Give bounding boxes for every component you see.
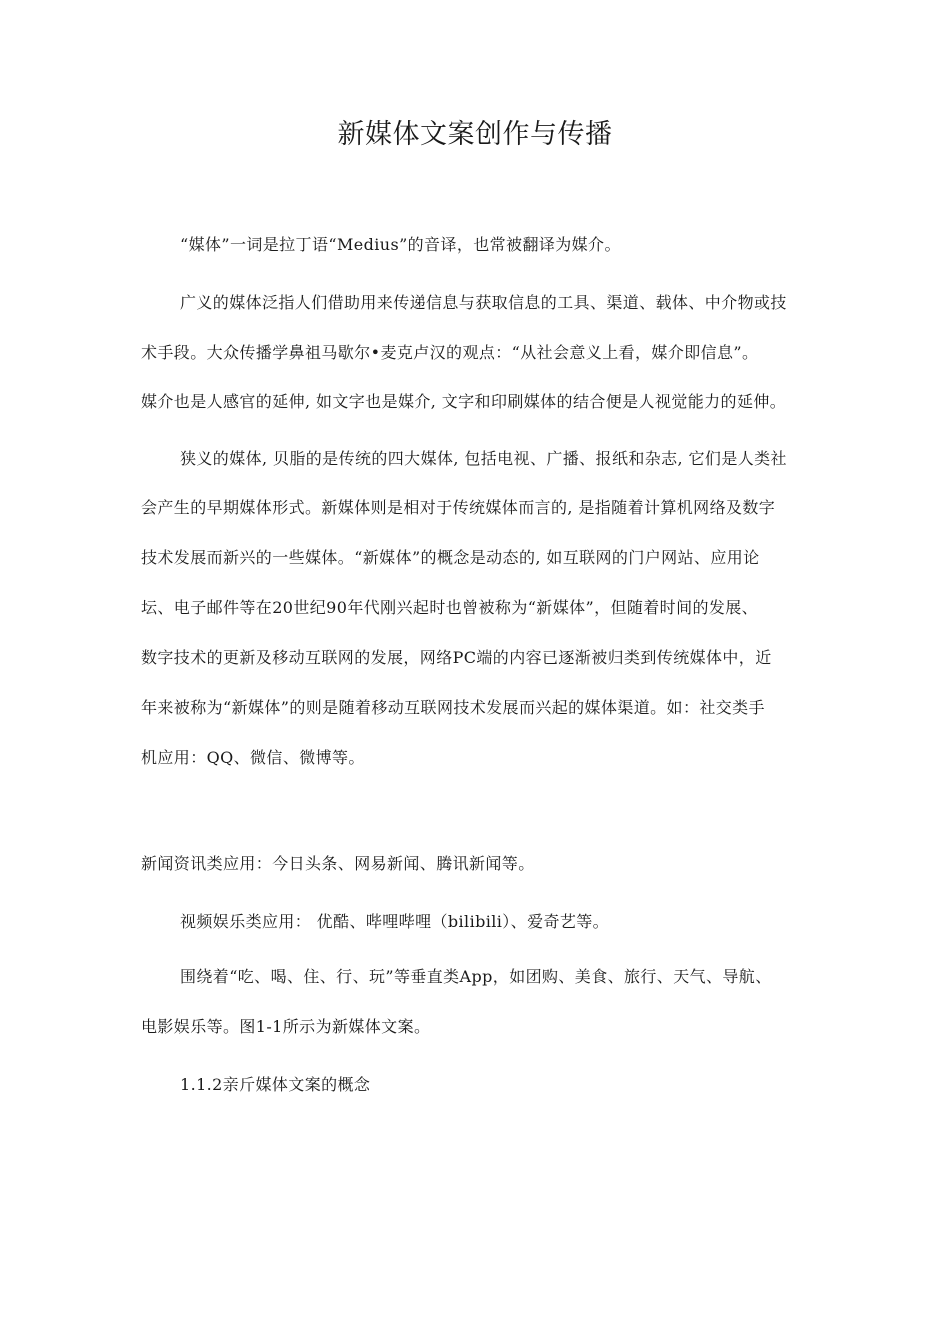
paragraph-vertical-apps-line-2: 电影娱乐等。图1-1所示为新媒体文案。 xyxy=(141,1017,431,1036)
paragraph-broad-media-line-2: 术手段。大众传播学鼻祖马歇尔•麦克卢汉的观点：“从社会意义上看，媒介即信息”。 xyxy=(141,343,759,362)
paragraph-broad-media-line-3: 媒介也是人感官的延伸, 如文字也是媒介, 文字和印刷媒体的结合便是人视觉能力的延伸。 xyxy=(141,392,787,411)
section-heading: 1.1.2亲斤媒体文案的概念 xyxy=(180,1075,371,1094)
paragraph-narrow-media-line-4: 坛、电子邮件等在20世纪90年代刚兴起时也曾被称为“新媒体”，但随着时间的发展、 xyxy=(141,598,759,617)
paragraph-narrow-media-line-5: 数字技术的更新及移动互联网的发展，网络PC端的内容已逐渐被归类到传统媒体中，近 xyxy=(141,648,772,667)
paragraph-narrow-media-line-7: 机应用：QQ、微信、微博等。 xyxy=(141,748,365,767)
paragraph-narrow-media-line-6: 年来被称为“新媒体”的则是随着移动互联网技术发展而兴起的媒体渠道。如：社交类手 xyxy=(141,698,765,717)
paragraph-narrow-media-line-1: 狭义的媒体, 贝脂的是传统的四大媒体, 包括电视、广播、报纸和杂志, 它们是人类社 xyxy=(180,449,787,468)
paragraph-vertical-apps-line-1: 围绕着“吃、喝、住、行、玩”等垂直类App，如团购、美食、旅行、天气、导航、 xyxy=(180,967,772,986)
paragraph-broad-media-line-1: 广义的媒体泛指人们借助用来传递信息与获取信息的工具、渠道、载体、中介物或技 xyxy=(180,293,787,312)
paragraph-media-etymology: “媒体”一词是拉丁语“Medius”的音译，也常被翻译为媒介。 xyxy=(180,235,621,254)
paragraph-narrow-media-line-2: 会产生的早期媒体形式。新媒体则是相对于传统媒体而言的, 是指随着计算机网络及数字 xyxy=(141,498,776,517)
paragraph-narrow-media-line-3: 技术发展而新兴的一些媒体。“新媒体”的概念是动态的, 如互联网的门户网站、应用论 xyxy=(141,548,760,567)
paragraph-video-apps: 视频娱乐类应用： 优酷、哔哩哔哩（bilibili）、爱奇艺等。 xyxy=(180,912,610,931)
paragraph-news-apps: 新闻资讯类应用：今日头条、网易新闻、腾讯新闻等。 xyxy=(141,854,535,873)
document-title: 新媒体文案创作与传播 xyxy=(337,119,613,150)
